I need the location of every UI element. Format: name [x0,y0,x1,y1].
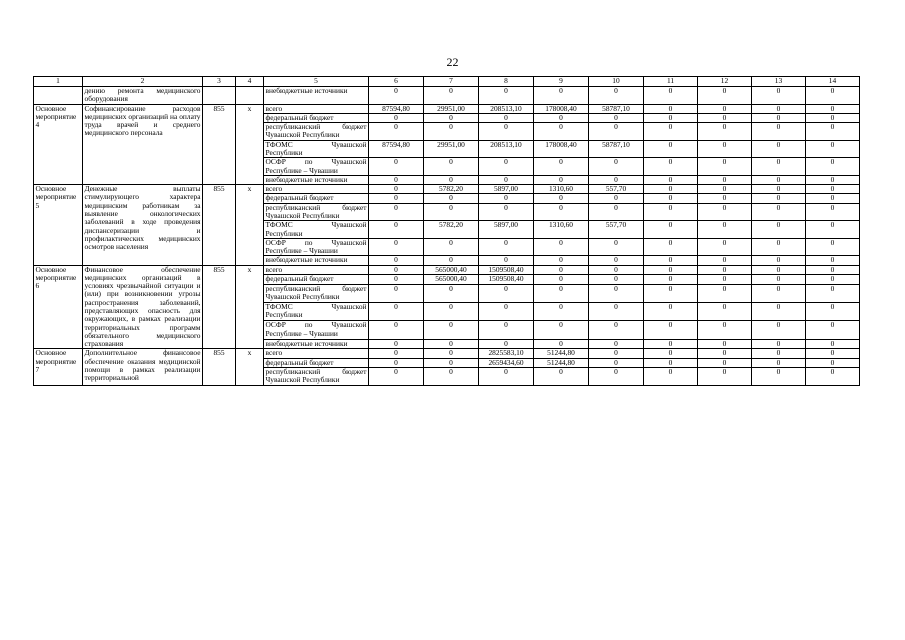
table-row [34,104,860,113]
amount-cell: 0 [752,368,806,386]
amount-cell: 0 [424,175,479,184]
amount-cell: 0 [589,123,644,141]
activity-name-cell: Основное мероприятие 4 [34,104,83,185]
activity-description-cell: Финансовое обеспечение медицинских организаций в условиях чрезвычайной ситуации и (или) при возникновении угрозы распространения заболеваний, представляющих опасность для окружающих, в рамках реализации территориальных программ обязательного медицинского страхования [84,264,201,349]
amount-cell: 0 [752,303,806,321]
amount-cell: 87594,80 [369,104,424,113]
amount-cell: 0 [369,87,424,105]
funding-source-cell: республиканский бюджет Чувашской Республики [265,122,367,140]
funding-source-cell: всего [264,104,369,113]
funding-source-cell: ТФОМС Чувашской Республики [265,302,367,320]
amount-cell: 5897,00 [479,221,534,239]
amount-cell: 0 [534,194,589,203]
amount-cell: 0 [369,238,424,256]
amount-cell: 0 [806,321,860,339]
executor-code-cell: 855 [203,185,236,266]
column-number-cell: 5 [264,77,369,87]
amount-cell: 0 [698,303,752,321]
amount-cell: 0 [752,113,806,122]
funding-source-cell: республиканский бюджет Чувашской Республики [265,367,367,385]
amount-cell: 0 [479,203,534,221]
amount-cell: 0 [424,194,479,203]
column-number-cell: 10 [589,77,644,87]
amount-cell: 0 [698,349,752,358]
funding-source-cell: федеральный бюджет [264,113,369,122]
amount-cell: 0 [589,194,644,203]
amount-cell: 565000,40 [424,265,479,275]
amount-cell: 0 [424,256,479,265]
amount-cell: 0 [534,87,589,105]
funding-table [33,76,860,386]
activity-description-cell: Дополнительное финансовое обеспечение оказания медицинской помощи в рамках реализации территориальной [83,349,203,385]
column-number-cell: 2 [83,77,203,87]
amount-cell: 0 [698,221,752,239]
amount-cell: 0 [806,339,860,349]
amount-cell: 0 [752,265,806,275]
funding-source-cell: ТФОМС Чувашской Республики [265,139,367,157]
column-number-cell: 12 [698,77,752,87]
amount-cell: 0 [424,87,479,105]
funding-source-cell: ОСФР по Чувашской Республике – Чувашии [265,157,367,175]
amount-cell: 565000,40 [424,275,479,285]
amount-cell: 0 [752,87,806,105]
column-number-cell: 14 [806,77,860,87]
amount-cell: 0 [806,358,860,367]
amount-cell: 0 [369,303,424,321]
column-number-cell: 9 [534,77,589,87]
amount-cell: 0 [806,265,860,275]
amount-cell: 0 [534,284,589,302]
amount-cell: 0 [752,275,806,285]
amount-cell: 0 [424,284,479,302]
amount-cell: 0 [424,303,479,321]
amount-cell: 0 [534,303,589,321]
column-number-cell: 8 [479,77,534,87]
amount-cell: 1509508,40 [479,265,534,275]
amount-cell: 0 [589,175,644,184]
amount-cell: 178008,40 [534,104,589,113]
amount-cell: 0 [806,238,860,256]
amount-cell: 0 [698,104,752,113]
funding-source-cell: внебюджетные источники [264,175,369,184]
amount-cell: 0 [589,265,644,275]
amount-cell: 0 [369,221,424,239]
funding-source-cell: всего [264,265,369,275]
amount-cell: 0 [644,158,698,176]
amount-cell: 557,70 [589,185,644,194]
amount-cell: 0 [698,284,752,302]
amount-cell: 0 [752,321,806,339]
amount-cell: 0 [534,321,589,339]
amount-cell: 0 [752,339,806,349]
amount-cell: 0 [698,238,752,256]
amount-cell: 2659434,60 [479,358,534,367]
amount-cell: 0 [806,123,860,141]
amount-cell: 0 [534,368,589,386]
code-mark-cell: х [236,185,264,266]
amount-cell: 0 [806,284,860,302]
column-number-cell: 3 [203,77,236,87]
funding-source-cell: республиканский бюджет Чувашской Республики [265,202,367,220]
executor-code-cell: 855 [203,265,236,349]
amount-cell: 0 [534,339,589,349]
amount-cell: 208513,10 [479,140,534,158]
amount-cell: 0 [369,158,424,176]
amount-cell: 0 [369,321,424,339]
amount-cell: 0 [752,349,806,358]
amount-cell: 5782,20 [424,221,479,239]
amount-cell: 0 [698,339,752,349]
amount-cell: 0 [479,321,534,339]
amount-cell: 0 [644,113,698,122]
amount-cell: 0 [589,303,644,321]
amount-cell: 0 [589,368,644,386]
executor-code-cell: 855 [203,104,236,185]
amount-cell: 0 [369,358,424,367]
amount-cell: 0 [698,185,752,194]
code-mark-cell [236,87,264,105]
funding-source-cell: внебюджетные источники [264,87,369,105]
amount-cell: 0 [644,321,698,339]
amount-cell: 0 [369,284,424,302]
amount-cell: 0 [698,321,752,339]
table-row [34,185,860,194]
amount-cell: 0 [644,358,698,367]
table-row [34,87,860,105]
amount-cell: 0 [698,368,752,386]
amount-cell: 0 [479,123,534,141]
amount-cell: 0 [806,221,860,239]
amount-cell: 0 [644,256,698,265]
amount-cell: 0 [589,203,644,221]
amount-cell: 0 [644,185,698,194]
amount-cell: 0 [752,358,806,367]
amount-cell: 0 [589,113,644,122]
amount-cell: 0 [644,339,698,349]
activity-description-cell: Денежные выплаты стимулирующего характера медицинским работникам за выявление онкологических заболеваний в ходе проведения диспансеризации и профилактических медицинских осмотров населения [83,185,203,266]
activity-description-cell: Софинансирование расходов медицинских организаций на оплату труда врачей и среднего медицинского персонала [83,104,203,185]
funding-source-cell: всего [264,349,369,358]
amount-cell: 0 [752,194,806,203]
amount-cell: 0 [424,158,479,176]
amount-cell: 29951,00 [424,104,479,113]
amount-cell: 0 [806,349,860,358]
funding-source-cell: федеральный бюджет [264,194,369,203]
amount-cell: 557,70 [589,221,644,239]
amount-cell: 0 [806,368,860,386]
amount-cell: 178008,40 [534,140,589,158]
amount-cell: 0 [698,175,752,184]
activity-name-cell [34,87,83,105]
amount-cell: 0 [369,123,424,141]
amount-cell: 0 [479,175,534,184]
amount-cell: 0 [698,265,752,275]
amount-cell: 0 [806,275,860,285]
amount-cell: 0 [752,284,806,302]
amount-cell: 0 [806,185,860,194]
amount-cell: 0 [752,221,806,239]
amount-cell: 0 [806,303,860,321]
executor-code-cell [203,87,236,105]
amount-cell: 0 [752,256,806,265]
activity-description-cell: дению ремонта медицинского оборудования [84,86,201,104]
amount-cell: 0 [424,321,479,339]
amount-cell: 87594,80 [369,140,424,158]
amount-cell: 0 [479,87,534,105]
funding-source-cell: внебюджетные источники [264,339,369,349]
code-mark-cell: х [236,265,264,349]
amount-cell: 0 [644,368,698,386]
amount-cell: 0 [752,238,806,256]
amount-cell: 0 [369,368,424,386]
funding-source-cell: всего [264,185,369,194]
amount-cell: 0 [644,140,698,158]
amount-cell: 0 [589,349,644,358]
amount-cell: 0 [369,113,424,122]
amount-cell: 0 [479,113,534,122]
amount-cell: 0 [534,203,589,221]
amount-cell: 0 [424,358,479,367]
amount-cell: 0 [369,256,424,265]
amount-cell: 0 [752,185,806,194]
amount-cell: 0 [644,349,698,358]
amount-cell: 0 [752,140,806,158]
amount-cell: 58787,10 [589,140,644,158]
amount-cell: 0 [698,358,752,367]
amount-cell: 0 [752,123,806,141]
column-number-row [34,77,860,87]
amount-cell: 0 [534,175,589,184]
amount-cell: 2825583,10 [479,349,534,358]
column-number-cell: 7 [424,77,479,87]
amount-cell: 0 [806,203,860,221]
amount-cell: 0 [424,123,479,141]
amount-cell: 0 [806,87,860,105]
amount-cell: 0 [644,284,698,302]
amount-cell: 0 [479,284,534,302]
amount-cell: 0 [644,194,698,203]
amount-cell: 0 [369,194,424,203]
amount-cell: 0 [479,158,534,176]
activity-name-cell: Основное мероприятие 5 [34,185,83,266]
amount-cell: 0 [806,175,860,184]
funding-source-cell: внебюджетные источники [264,256,369,265]
amount-cell: 0 [644,123,698,141]
column-number-cell: 13 [752,77,806,87]
amount-cell: 0 [534,238,589,256]
funding-source-cell: федеральный бюджет [264,275,369,285]
funding-source-cell: федеральный бюджет [264,358,369,367]
amount-cell: 0 [806,104,860,113]
amount-cell: 0 [806,113,860,122]
amount-cell: 0 [644,203,698,221]
amount-cell: 1310,60 [534,185,589,194]
amount-cell: 0 [698,123,752,141]
amount-cell: 0 [698,113,752,122]
amount-cell: 0 [644,175,698,184]
amount-cell: 0 [589,358,644,367]
amount-cell: 0 [589,321,644,339]
amount-cell: 0 [644,238,698,256]
amount-cell: 0 [534,123,589,141]
amount-cell: 58787,10 [589,104,644,113]
amount-cell: 0 [752,158,806,176]
amount-cell: 0 [644,275,698,285]
amount-cell: 5897,00 [479,185,534,194]
amount-cell: 0 [479,256,534,265]
page-number: 22 [446,55,459,69]
amount-cell: 0 [806,194,860,203]
amount-cell: 0 [589,275,644,285]
amount-cell: 0 [589,256,644,265]
executor-code-cell: 855 [203,349,236,385]
amount-cell: 0 [369,185,424,194]
column-number-cell: 11 [644,77,698,87]
amount-cell: 0 [424,238,479,256]
amount-cell: 0 [698,203,752,221]
amount-cell: 0 [534,158,589,176]
amount-cell: 0 [806,256,860,265]
amount-cell: 0 [752,175,806,184]
amount-cell: 51244,80 [534,358,589,367]
code-mark-cell: х [236,104,264,185]
amount-cell: 51244,80 [534,349,589,358]
amount-cell: 0 [369,275,424,285]
amount-cell: 0 [644,265,698,275]
amount-cell: 0 [698,275,752,285]
amount-cell: 0 [479,303,534,321]
amount-cell: 0 [479,194,534,203]
amount-cell: 0 [698,140,752,158]
amount-cell: 0 [698,87,752,105]
column-number-cell: 4 [236,77,264,87]
amount-cell: 0 [424,113,479,122]
amount-cell: 0 [424,349,479,358]
amount-cell: 5782,20 [424,185,479,194]
amount-cell: 0 [369,175,424,184]
amount-cell: 0 [806,158,860,176]
amount-cell: 0 [644,87,698,105]
amount-cell: 208513,10 [479,104,534,113]
amount-cell: 0 [589,87,644,105]
amount-cell: 0 [534,113,589,122]
amount-cell: 0 [424,368,479,386]
funding-source-cell: ТФОМС Чувашской Республики [265,220,367,238]
activity-name-cell: Основное мероприятие 7 [34,349,83,385]
amount-cell: 0 [644,303,698,321]
amount-cell: 0 [479,238,534,256]
amount-cell: 0 [698,158,752,176]
amount-cell: 0 [644,221,698,239]
amount-cell: 0 [534,256,589,265]
amount-cell: 0 [752,104,806,113]
amount-cell: 0 [534,265,589,275]
amount-cell: 1310,60 [534,221,589,239]
amount-cell: 0 [644,104,698,113]
amount-cell: 0 [479,339,534,349]
activity-name-cell: Основное мероприятие 6 [34,265,83,349]
table-row [34,349,860,358]
column-number-cell: 6 [369,77,424,87]
amount-cell: 0 [369,265,424,275]
amount-cell: 0 [806,140,860,158]
amount-cell: 0 [589,284,644,302]
amount-cell: 0 [479,368,534,386]
column-number-cell: 1 [34,77,83,87]
amount-cell: 0 [369,339,424,349]
funding-source-cell: ОСФР по Чувашской Республике – Чувашии [265,237,367,256]
amount-cell: 0 [698,256,752,265]
funding-source-cell: республиканский бюджет Чувашской Республики [265,283,367,302]
amount-cell: 0 [752,203,806,221]
amount-cell: 0 [424,339,479,349]
code-mark-cell: х [236,349,264,385]
amount-cell: 29951,00 [424,140,479,158]
amount-cell: 0 [698,194,752,203]
amount-cell: 0 [369,349,424,358]
amount-cell: 1509508,40 [479,275,534,285]
amount-cell: 0 [369,203,424,221]
amount-cell: 0 [589,339,644,349]
amount-cell: 0 [589,158,644,176]
amount-cell: 0 [534,275,589,285]
funding-source-cell: ОСФР по Чувашской Республике – Чувашии [265,320,367,338]
amount-cell: 0 [424,203,479,221]
amount-cell: 0 [589,238,644,256]
